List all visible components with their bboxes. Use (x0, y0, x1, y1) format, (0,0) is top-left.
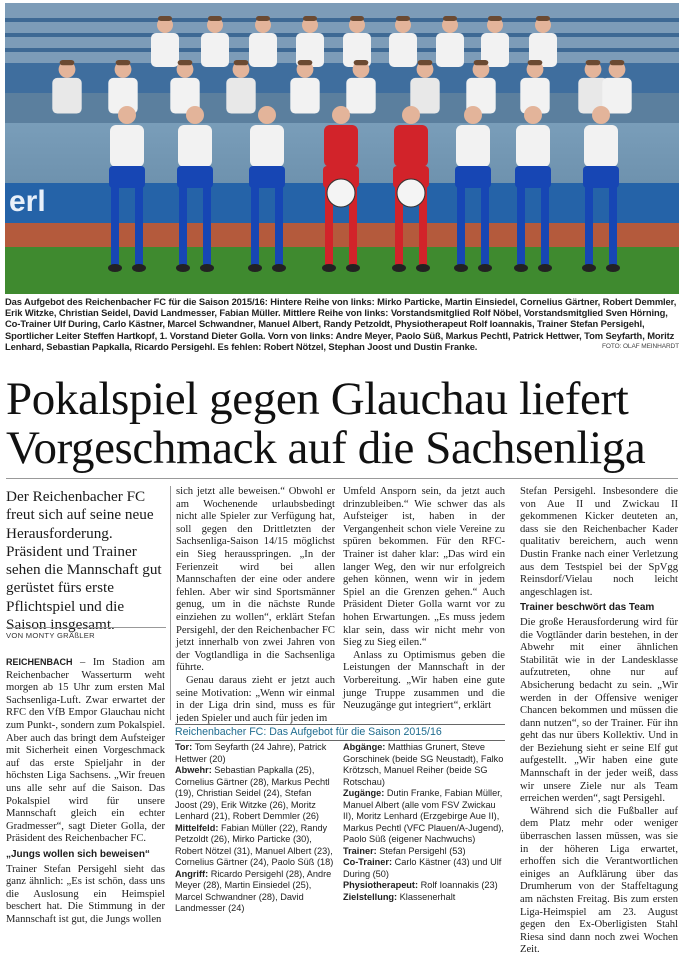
col2-text-2: Genau daraus zieht er jetzt auch seine Motivation: „Wenn wir einmal in der Liga drin sind, muss es für jeden Spieler und auch für jeden im (176, 674, 335, 724)
squad-box-left (175, 742, 335, 915)
squad-entry-label: Trainer: (343, 845, 377, 856)
squad-entry-text: Fabian Müller (22), Randy Petzoldt (26), Mirko Particke (30), Robert Nötzel (31), Manuel Albert (23), Cornelius Gärtner (24), Paolo Süß (18) (175, 822, 334, 867)
squad-entry-label: Tor: (175, 742, 193, 752)
backdrop-sign: erl (9, 185, 46, 218)
article-column-4 (520, 486, 678, 957)
squad-entry-text: Ricardo Persigehl (28), Andre Meyer (28), Martin Einsiedel (25), Marcel Schwandner (28), David Landmesser (24) (175, 868, 332, 913)
squad-entry-label: Abgänge: (343, 742, 386, 752)
col4-text-3: Während sich die Fußballer auf dem Platz mehr oder weniger überraschen lassen müssen, was sie in der höheren Liga erwartet, erhoffen sich die Verantwortlichen einiges an Aufklärung über das Drumherum von der Staffeltagung am nächsten Freitag. Bis zum ersten Liga-Heimspiel am 23. August gegen den Ex-Oberligisten Stahl Riesa sind dann noch zwei Wochen Zeit. (520, 805, 678, 956)
article-column-2 (176, 486, 335, 725)
col4-text-2: Die große Herausforderung wird für die Vogtländer darin bestehen, in der Abwehr mit einer ähnlichen Stabilität wie in der Landesklasse aufzutreten, ohne nur auf Absicherung bedacht zu sein. „Wir werden in der Offensive weniger Chancen bekommen und müssen die dann nutzen“, so der Trainer. Für ihn geht das nur übers Kollektiv. Und in der Beziehung sieht er seine Elf gut aufgestellt. „Wir haben eine gute Mannschaft in der jeder weiß, dass wir unsere Ziele nur als Team erreichen werden“, sagt Persigehl. (520, 616, 678, 805)
team-photo (5, 3, 679, 294)
subheading-2: Trainer beschwört das Team (520, 602, 655, 614)
squad-box-title: Reichenbacher FC: Das Aufgebot für die Saison 2015/16 (175, 724, 505, 741)
squad-entry-text: Carlo Kästner (43) und Ulf During (50) (343, 857, 502, 879)
squad-entry (175, 742, 335, 765)
subheading-1: „Jungs wollen sich beweisen“ (6, 848, 150, 860)
caption-text: Das Aufgebot des Reichenbacher FC für die Saison 2015/16: Hintere Reihe von links: Mirko Particke, Martin Einsiedel, Cornelius Gärtner, Robert Demmler, Erik Witzke, Christian Seidel, David Landmesser, Fabian Müller. Mittlere Reihe von links: Vorstandsmitglied Rolf Nöbel, Vorstandsmitglied Sven Hörning, Co-Trainer Ulf During, Carlo Kästner, Marcel Schwandner, Manuel Albert, Randy Petzoldt, Physiotherapeut Rolf Ioannakis, Trainer Stefan Persigehl, Sportlicher Leiter Steffen Hartkopf, 1. Vorstand Dieter Golla. Vorn von links: Andre Meyer, Paolo Süß, Markus Pechtl, Patrick Hettwer, Tom Seyfarth, Moritz Lenhard, Sebastian Papkalla, Ricardo Persigehl. Es fehlen: Robert Nötzel, Stephan Joost und Dustin Franke. (5, 296, 677, 352)
squad-entry-text: Tom Seyfarth (24 Jahre), Patrick Hettwer (20) (175, 742, 327, 764)
squad-entry (175, 823, 335, 869)
squad-entry (343, 788, 505, 846)
squad-entry-label: Abwehr: (175, 765, 212, 775)
photo-caption (5, 296, 679, 352)
squad-box-right (343, 742, 505, 903)
squad-entry (343, 846, 505, 858)
col1-text: – Im Stadion am Reichenbacher Wasserturm weht morgen ab 15 Uhr zum ersten Mal Sachsenliga-Luft. Zwar erwartet der RFC den VfB Empor Glauchau nicht zum Punkt-, sondern zum Pokalspiel. Aber auch das bringt dem Aufsteiger mit Sicherheit einen Vorgeschmack auf das erste Spieljahr in der höchsten Liga Sachsens. „Wir freuen uns alle sehr auf die Saison. Das Pokalspiel wird für unsere Mannschaft gleich ein echter Gradmesser“, sagt Dieter Golla, der Präsident des Reichenbacher FC. (6, 657, 165, 845)
squad-entry-text: Dutin Franke, Fabian Müller, Manuel Albert (alle vom FSV Zwickau II), Moritz Lenhard (Erzgebirge Aue II), Markus Pechtl (VFC Plauen/A-Jugend), Paolo Süß (eigener Nachwuchs) (343, 788, 504, 844)
squad-entry-label: Zielstellung: (343, 891, 398, 902)
col2-text: sich jetzt alle beweisen.“ Obwohl er am Wochenende urlaubsbedingt nicht alle Spieler zur Verfügung hat, soll gegen den Drittletzten der Sachsenliga-Saison 14/15 möglichst ein Sieg herausspringen. „In der Ferienzeit wird bei allen Mannschaften der eine oder andere fehlen. Aber wir sind Sportsmänner genug, um in die nächste Runde einziehen zu wollen“, erklärt Stefan Persigehl, der den Reichenbacher FC jetzt innerhalb von zwei Jahren von der Vogtlandliga in die Sachsenliga führte. (176, 486, 335, 674)
squad-entry (343, 857, 505, 880)
squad-entry-text: Matthias Grunert, Steve Gorschinek (beide SG Neustadt), Falko Krötzsch, Manuel Reiher (beide SG Rotschau) (343, 742, 504, 787)
squad-entry (175, 765, 335, 823)
headline-divider (6, 478, 678, 479)
article-column-1 (6, 656, 165, 926)
squad-entry-text: Rolf Ioannakis (23) (418, 880, 498, 890)
author-byline: VON MONTY GRÄßLER (6, 627, 166, 640)
squad-entry (343, 742, 505, 788)
team-photo-graphic (5, 3, 679, 294)
squad-entry-label: Physiotherapeut: (343, 880, 419, 890)
lead-paragraph: Der Reichenbacher FC freut sich auf seine neue Herausforderung. Präsident und Trainer sehen die Mannschaft gut gerüstet fürs erste Pflichtspiel und die Saison insgesamt. (6, 488, 162, 634)
squad-entry-label: Zugänge: (343, 788, 385, 798)
squad-box (175, 724, 505, 920)
squad-entry-text: Sebastian Papkalla (25), Cornelius Gärtner (28), Markus Pechtl (19), Christian Seidel (24), Stefan Joost (29), Erik Witzke (26), Moritz Lenhard (21), Robert Demmler (26) (175, 765, 330, 821)
col3-text: Umfeld Ansporn sein, da jetzt auch drinzubleiben.“ Wie schwer das als Aufsteiger ist, haben in der Vergangenheit schon viele Vereine zu spüren bekommen. Für den RFC-Trainer ist daher klar: „Das wird ein langer Weg, den wir nur erfolgreich gehen können, wenn wir in jedem Spiel an die Grenzen gehen.“ Auch Präsident Dieter Golla warnt vor zu hohen Erwartungen. „Es muss jedem klar sein, dass wir nicht mehr von Sieg zu Sieg eilen.“ (343, 486, 505, 649)
col1-text-2: Trainer Stefan Persigehl sieht das ganz ähnlich: „Es ist schön, dass uns die Auslosung ein Heimspiel beschert hat. Die Stimmung in der Mannschaft ist gut, die Jungs wollen (6, 863, 165, 925)
column-divider (170, 486, 171, 720)
article-column-3 (343, 486, 505, 713)
squad-entry-text: Stefan Persigehl (53) (376, 845, 466, 856)
col3-text-2: Anlass zu Optimismus geben die Leistungen der Mannschaft in der Vorbereitung. „Wir haben eine gute junge Truppe zusammen und die Neuzugänge gut integriert“, erklärt (343, 649, 505, 712)
squad-entry-label: Co-Trainer: (343, 857, 393, 867)
squad-entry-label: Angriff: (175, 868, 209, 879)
squad-entry (175, 869, 335, 915)
squad-entry-text: Klassenerhalt (397, 891, 456, 902)
dateline: REICHENBACH (6, 657, 73, 667)
squad-entry-label: Mittelfeld: (175, 822, 219, 833)
headline: Pokalspiel gegen Glauchau liefert Vorgeschmack auf die Sachsenliga (6, 373, 646, 474)
photo-credit: FOTO: OLAF MEINHARDT (602, 342, 679, 350)
col4-text: Stefan Persigehl. Insbesondere die von Aue II und Zwickau II gekommenen Kicker deuteten an, dass sie den Reichenbacher Kader qualitativ bereichern, auch wenn Dustin Franke nach einer Verletzung aus dem Testspiel bei der SpVgg Reinsdorf/Vielau noch leicht angeschlagen ist. (520, 486, 678, 598)
squad-entry (343, 892, 505, 904)
squad-entry (343, 880, 505, 892)
